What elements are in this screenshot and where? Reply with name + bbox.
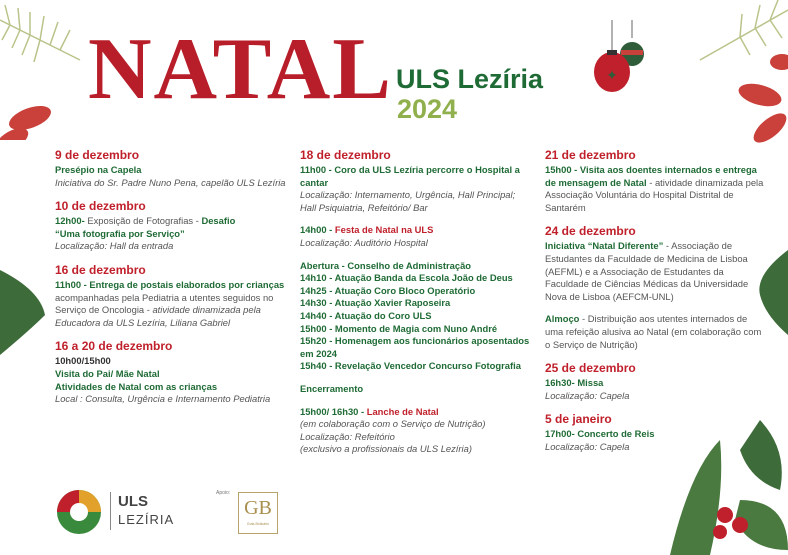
- program-closing: Encerramento: [300, 382, 364, 394]
- event-16-dec: [55, 263, 287, 329]
- event-5-jan: [545, 412, 765, 453]
- event-location: Localização: Auditório Hospital: [300, 236, 428, 248]
- event-lanche: [300, 406, 530, 456]
- logo-divider: [110, 492, 111, 530]
- leziria-logo-text: LEZÍRIA: [118, 512, 175, 527]
- event-25-dec: [545, 361, 765, 402]
- event-title: Visita do Pai/ Mãe Natal: [55, 367, 160, 379]
- event-title: Entrega de postais elaborados por crianças: [89, 278, 285, 290]
- event-title: Visita aos doentes internados e entrega de mensagem de Natal: [545, 164, 757, 188]
- event-location: Localização: Refeitório: [300, 430, 395, 442]
- event-program: [300, 260, 530, 396]
- program-time: 15h40: [300, 360, 327, 372]
- event-desc: Iniciativa do Sr. Padre Nuno Pena, capelão ULS Lezíria: [55, 176, 286, 188]
- ornament-decoration: [590, 20, 660, 110]
- event-desc: atividade dinamizada pela Educadora da ULS Lezíria, Liliana Gabriel: [55, 304, 261, 328]
- program-time: 14h30: [300, 297, 327, 309]
- sponsor-logo: [238, 492, 278, 534]
- event-date: 5 de janeiro: [545, 412, 612, 427]
- event-title: Lanche de Natal: [366, 405, 439, 417]
- program-text: - Atuação Banda da Escola João de Deus: [326, 272, 513, 284]
- event-time: 12h00-: [55, 215, 85, 227]
- event-date: 9 de dezembro: [55, 148, 140, 162]
- event-title: Atividades de Natal com as crianças: [55, 380, 218, 392]
- pine-branch-right-decoration: [690, 0, 788, 170]
- event-title: Festa de Natal na ULS: [334, 224, 434, 236]
- event-time: 15h00/ 16h30 -: [300, 405, 367, 417]
- event-time: 16h30-: [545, 377, 578, 389]
- event-time: 14h00 -: [300, 224, 335, 236]
- program-time: 14h40: [300, 309, 327, 321]
- event-date: 16 de dezembro: [55, 262, 146, 277]
- program-text: - Homenagem aos funcionários aposentados em 2024: [300, 335, 530, 359]
- program-text: - Atuação Xavier Raposeira: [326, 297, 451, 309]
- program-item: [300, 335, 530, 360]
- program-text: - Atuação Coro Bloco Operatório: [326, 284, 476, 296]
- program-item: [300, 285, 530, 298]
- event-date: 10 de dezembro: [55, 199, 146, 214]
- event-festa: [300, 224, 530, 249]
- event-desc: - atividade dinamizada pela Associação Voluntária do Hospital Distrital de Santarém: [545, 176, 764, 213]
- pine-branch-decoration: [0, 0, 90, 140]
- program-time: 15h00: [300, 322, 327, 334]
- program-text: - Revelação Vencedor Concurso Fotografia: [326, 360, 521, 372]
- program-time: 15h20: [300, 335, 327, 347]
- schedule-column-2: [300, 148, 530, 466]
- program-time: 14h25: [300, 284, 327, 296]
- event-desc: acompanhadas pela Pediatria a utentes seguidos no Serviço de Oncologia -: [55, 291, 274, 316]
- program-item: [300, 297, 530, 310]
- event-desc: - Associação de Estudantes da Faculdade de Medicina de Lisboa (AEFML) e a Associação de Estudantes da Faculdade de Ciências Médicas da Universidade Nova de Lisboa (AEFCM-UNL): [545, 240, 749, 302]
- program-text: - Momento de Magia com Nuno André: [326, 322, 498, 334]
- program-item: [300, 360, 530, 373]
- uls-logo-icon: [55, 488, 103, 536]
- event-9-dec: [55, 148, 287, 189]
- event-desc: (exclusivo a profissionais da ULS Lezíria): [300, 443, 472, 455]
- event-title-part: Desafio: [201, 215, 236, 227]
- event-date: 18 de dezembro: [300, 148, 391, 162]
- event-title: Missa: [577, 377, 604, 389]
- event-desc: - Distribuição aos utentes internados de uma refeição alusiva ao Natal (em colaboração com o Serviço de Nutrição): [545, 313, 762, 350]
- sponsor-logo-subtext: Gota Boticário: [246, 522, 270, 526]
- event-almoco: [545, 313, 765, 351]
- event-date: 16 a 20 de dezembro: [55, 339, 173, 354]
- holly-leaf-left-decoration: [0, 270, 50, 360]
- org-title: ULS Lezíria: [396, 64, 544, 94]
- event-title-part: “Uma fotografia por Serviço”: [55, 227, 185, 239]
- schedule-column-1: [55, 148, 287, 416]
- program-time: 14h10: [300, 272, 327, 284]
- event-time: 17h00-: [545, 428, 578, 440]
- event-date: 21 de dezembro: [545, 148, 636, 162]
- event-title: Iniciativa “Natal Diferente”: [545, 240, 664, 252]
- event-location: Localização: Hall da entrada: [55, 240, 174, 252]
- event-title: Presépio na Capela: [55, 164, 142, 175]
- event-title: Concerto de Reis: [577, 428, 655, 440]
- sponsor-logo-text: GB: [244, 497, 272, 519]
- event-location: Local : Consulta, Urgência e Internamento Pediatria: [55, 393, 271, 405]
- program-item: [300, 323, 530, 336]
- event-24-dec: [545, 224, 765, 303]
- event-location: Localização: Capela: [545, 440, 630, 452]
- event-date: 24 de dezembro: [545, 224, 636, 239]
- event-title: Almoço: [545, 313, 580, 325]
- event-desc: (em colaboração com o Serviço de Nutrição): [300, 418, 486, 430]
- event-time: 11h00 -: [55, 278, 90, 290]
- year-title: 2024: [397, 94, 458, 124]
- program-item: [300, 272, 530, 285]
- event-18-dec: [300, 148, 530, 214]
- program-text: - Atuação do Coro ULS: [326, 309, 432, 321]
- event-16-20-dec: [55, 339, 287, 405]
- event-date: 25 de dezembro: [545, 361, 636, 376]
- event-21-dec: [545, 148, 765, 214]
- event-location: Localização: Capela: [545, 389, 630, 401]
- event-time: 11h00 -: [300, 164, 335, 175]
- event-time: 15h00 -: [545, 164, 580, 175]
- svg-text:✦: ✦: [606, 67, 618, 83]
- event-title-part: Exposição de Fotografias -: [84, 215, 202, 227]
- event-location: Localização: Internamento, Urgência, Hall Principal; Hall Psiquiatria, Refeitório/ Bar: [300, 189, 516, 213]
- program-item: [300, 310, 530, 323]
- event-time: 10h00/15h00: [55, 355, 111, 367]
- event-title: Coro da ULS Lezíria percorre o Hospital a cantar: [300, 164, 520, 188]
- page-title: NATAL: [88, 21, 393, 118]
- program-opening: Abertura - Conselho de Administração: [300, 259, 472, 271]
- sponsor-label: Apoio:: [216, 490, 231, 496]
- schedule-column-3: [545, 148, 765, 464]
- event-10-dec: [55, 199, 287, 253]
- uls-logo-text: ULS: [118, 493, 148, 510]
